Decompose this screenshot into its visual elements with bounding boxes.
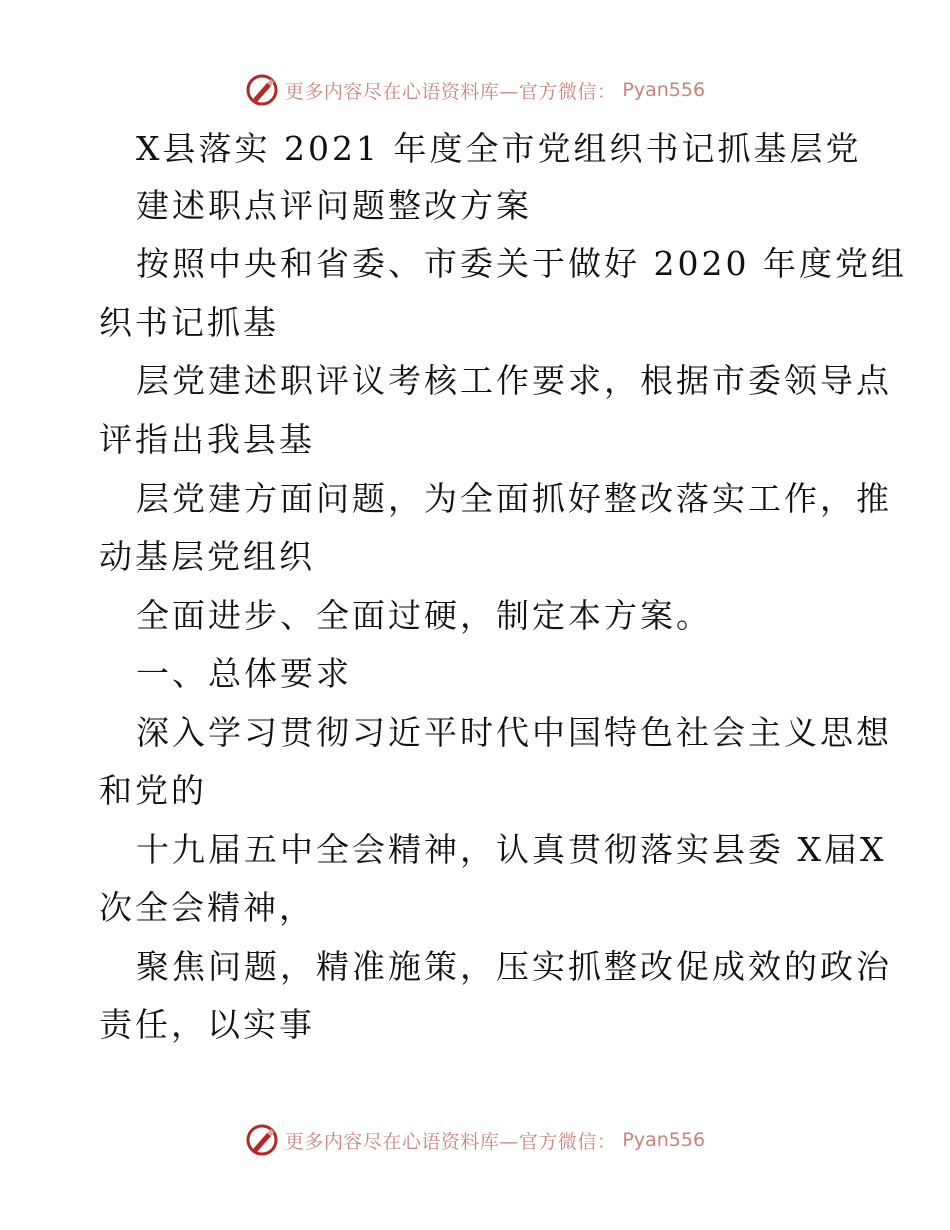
- doc-line-12: 和党的: [99, 771, 207, 810]
- doc-line-15: 聚焦问题，精准施策，压实抓整改促成效的政治: [136, 947, 892, 986]
- pen-logo-icon: [245, 1123, 279, 1157]
- doc-line-6: 评指出我县基: [99, 420, 315, 459]
- doc-line-4: 织书记抓基: [99, 303, 279, 342]
- doc-line-14: 次全会精神，: [99, 888, 315, 927]
- watermark-wechat-id: Pyan556: [622, 79, 706, 101]
- section-heading: 一、总体要求: [136, 654, 352, 693]
- watermark-wechat-id: Pyan556: [622, 1129, 706, 1151]
- doc-line-9: 全面进步、全面过硬，制定本方案。: [136, 596, 712, 635]
- doc-line-13: 十九届五中全会精神，认真贯彻落实县委 X届X: [136, 830, 887, 869]
- doc-line-11: 深入学习贯彻习近平时代中国特色社会主义思想: [136, 713, 892, 752]
- doc-line-8: 动基层党组织: [99, 537, 315, 576]
- doc-line-3: 按照中央和省委、市委关于做好 2020 年度党组: [136, 244, 907, 283]
- doc-line-1: X县落实 2021 年度全市党组织书记抓基层党: [136, 129, 862, 168]
- header-watermark-banner: [0, 72, 950, 108]
- doc-line-16: 责任，以实事: [99, 1005, 315, 1044]
- watermark-text: 更多内容尽在心语资料库—官方微信：: [284, 80, 617, 103]
- pen-logo-icon: [245, 73, 279, 107]
- footer-watermark-banner: [0, 1122, 950, 1158]
- doc-line-5: 层党建述职评议考核工作要求，根据市委领导点: [136, 361, 892, 400]
- doc-line-7: 层党建方面问题，为全面抓好整改落实工作，推: [136, 479, 892, 518]
- doc-line-2: 建述职点评问题整改方案: [136, 186, 532, 225]
- watermark-text: 更多内容尽在心语资料库—官方微信：: [284, 1130, 617, 1153]
